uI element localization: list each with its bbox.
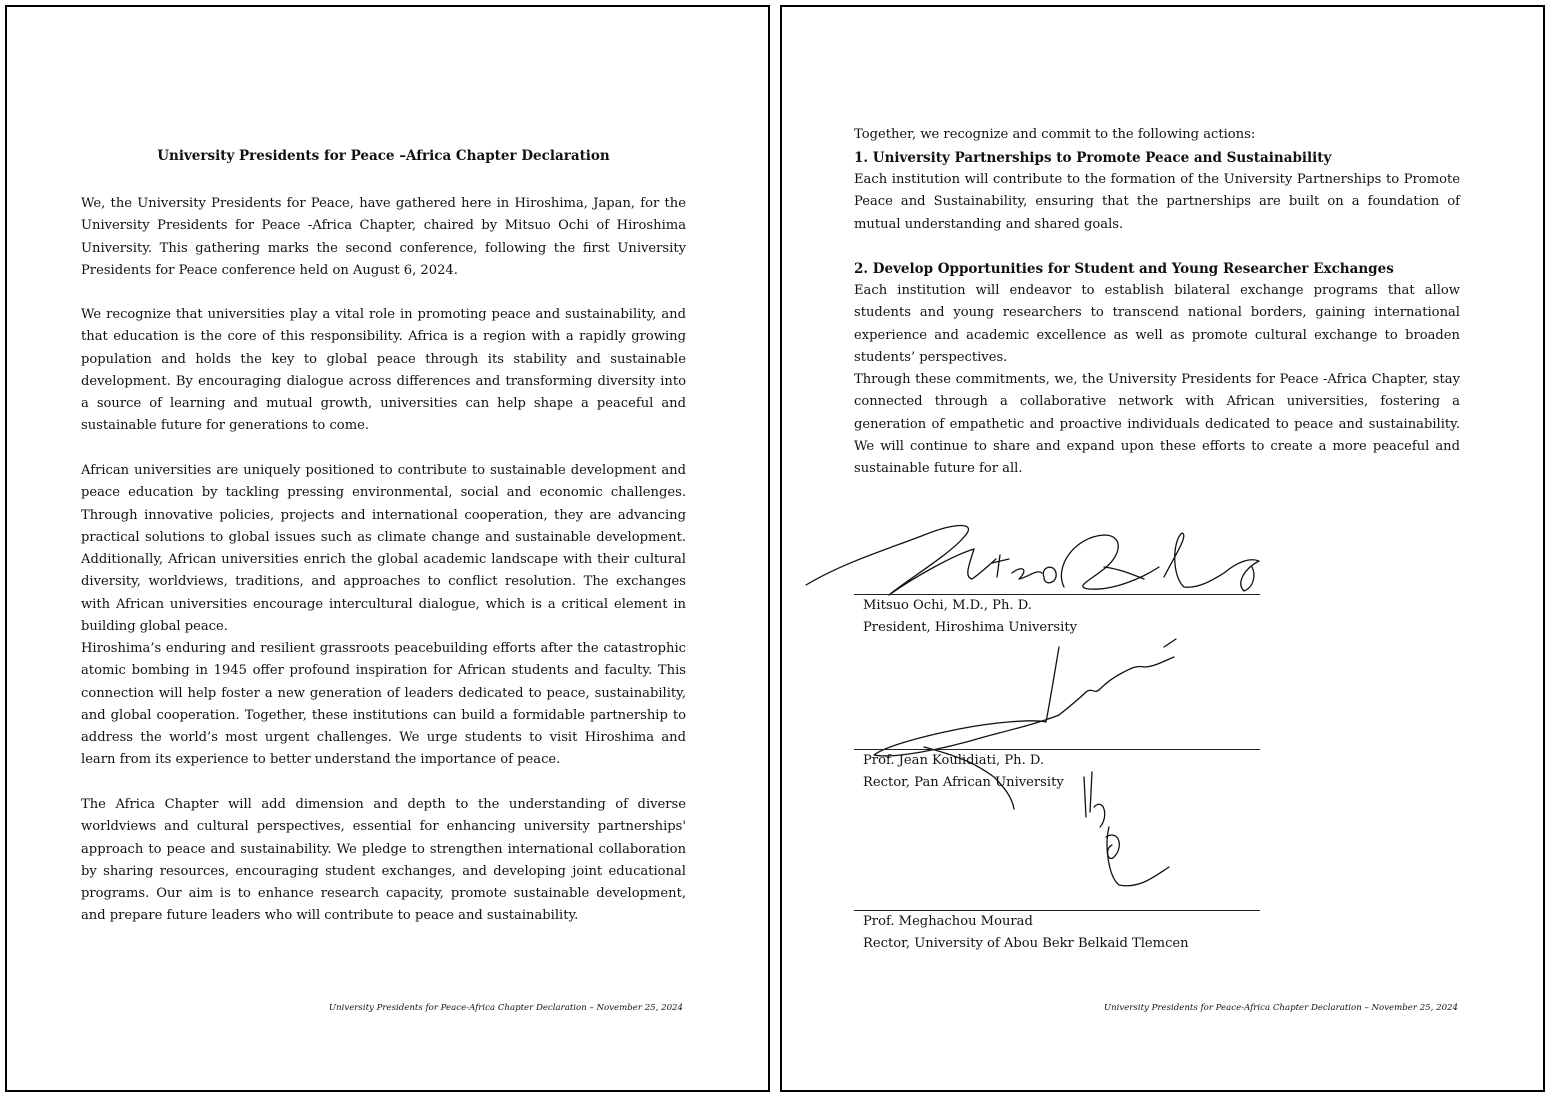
signatory-3-role: Rector, University of Abou Bekr Belkaid Tlemcen xyxy=(863,936,1189,951)
page-footer: University Presidents for Peace-Africa Chapter Declaration – November 25, 2024 xyxy=(1103,1003,1458,1013)
action-2-heading: 2. Develop Opportunities for Student and Young Researcher Exchanges xyxy=(854,261,1394,277)
signatory-1-name: Mitsuo Ochi, M.D., Ph. D. xyxy=(863,598,1032,613)
signatory-3-name: Prof. Meghachou Mourad xyxy=(863,914,1033,929)
paragraph-african-universities: African universities are uniquely positioned to contribute to sustainable development and peace education by tackling pressing environmental, social and economic challenges. Through innovative policies, projects and international cooperation, they are advancing practical solutions to global issues such as climate change and sustainable development. Additionally, African universities enrich the global academic landscape with their cultural diversity, worldviews, traditions, and approaches to conflict resolution. The exchanges with African universities encourage intercultural dialogue, which is a critical element in building global peace. xyxy=(81,463,686,635)
document-page-2 xyxy=(780,5,1545,1092)
paragraph-africa-chapter: The Africa Chapter will add dimension and depth to the understanding of diverse worldviews and cultural perspectives, essential for enhancing university partnerships' approach to peace and sustainability. We pledge to strengthen international collaboration by sharing resources, encouraging student exchanges, and developing joint educational programs. Our aim is to enhance research capacity, promote sustainable development, and prepare future leaders who will contribute to peace and sustainability. xyxy=(81,797,686,924)
action-1-body: Each institution will contribute to the formation of the University Partnerships to Promote Peace and Sustainability, ensuring that the partnerships are built on a foundation of mutual understanding and shared goals. xyxy=(854,172,1460,232)
page-footer: University Presidents for Peace-Africa Chapter Declaration – November 25, 2024 xyxy=(328,1003,683,1013)
paragraph-hiroshima: Hiroshima’s enduring and resilient grassroots peacebuilding efforts after the catastrophic atomic bombing in 1945 offer profound inspiration for African students and faculty. This connection will help foster a new generation of leaders dedicated to peace, sustainability, and global cooperation. Together, these institutions can build a formidable partnership to address the world’s most urgent challenges. We urge students to visit Hiroshima and learn from its experience to better understand the importance of peace. xyxy=(81,641,686,768)
action-2-body: Each institution will endeavor to establish bilateral exchange programs that allow students and young researchers to transcend national borders, gaining international experience and academic excellence as well as promote cultural exchange to broaden students’ perspectives. xyxy=(854,283,1460,365)
paragraph-role-of-universities: We recognize that universities play a vital role in promoting peace and sustainability, and that education is the core of this responsibility. Africa is a region with a rapidly growing population and holds the key to global peace through its stability and sustainable development. By encouraging dialogue across differences and transforming diversity into a source of learning and mutual growth, universities can help shape a peaceful and sustainable future for generations to come. xyxy=(81,307,686,434)
document-page-1 xyxy=(5,5,770,1092)
signatory-3 xyxy=(854,767,1260,967)
closing-paragraph: Through these commitments, we, the University Presidents for Peace -Africa Chapter, stay connected through a collaborative network with African universities, fostering a generation of empathetic and proactive individuals dedicated to peace and sustainability. We will continue to share and expand upon these efforts to create a more peaceful and sustainable future for all. xyxy=(854,372,1460,477)
action-1-heading: 1. University Partnerships to Promote Peace and Sustainability xyxy=(854,150,1332,166)
signatory-1 xyxy=(854,507,1260,637)
signatory-2-name: Prof. Jean Koulidiati, Ph. D. xyxy=(863,753,1045,768)
signature-ochi xyxy=(804,507,1274,602)
signatory-1-role: President, Hiroshima University xyxy=(863,620,1077,635)
paragraph-gathering: We, the University Presidents for Peace, have gathered here in Hiroshima, Japan, for the University Presidents for Peace -Africa Chapter, chaired by Mitsuo Ochi of Hiroshima University. This gathering marks the second conference, following the first University Presidents for Peace conference held on August 6, 2024. xyxy=(81,196,686,278)
actions-intro: Together, we recognize and commit to the following actions: xyxy=(854,127,1256,142)
declaration-title: University Presidents for Peace –Africa Chapter Declaration xyxy=(157,148,610,164)
signatory-2-role: Rector, Pan African University xyxy=(863,775,1064,790)
signature-mourad xyxy=(1064,767,1184,897)
